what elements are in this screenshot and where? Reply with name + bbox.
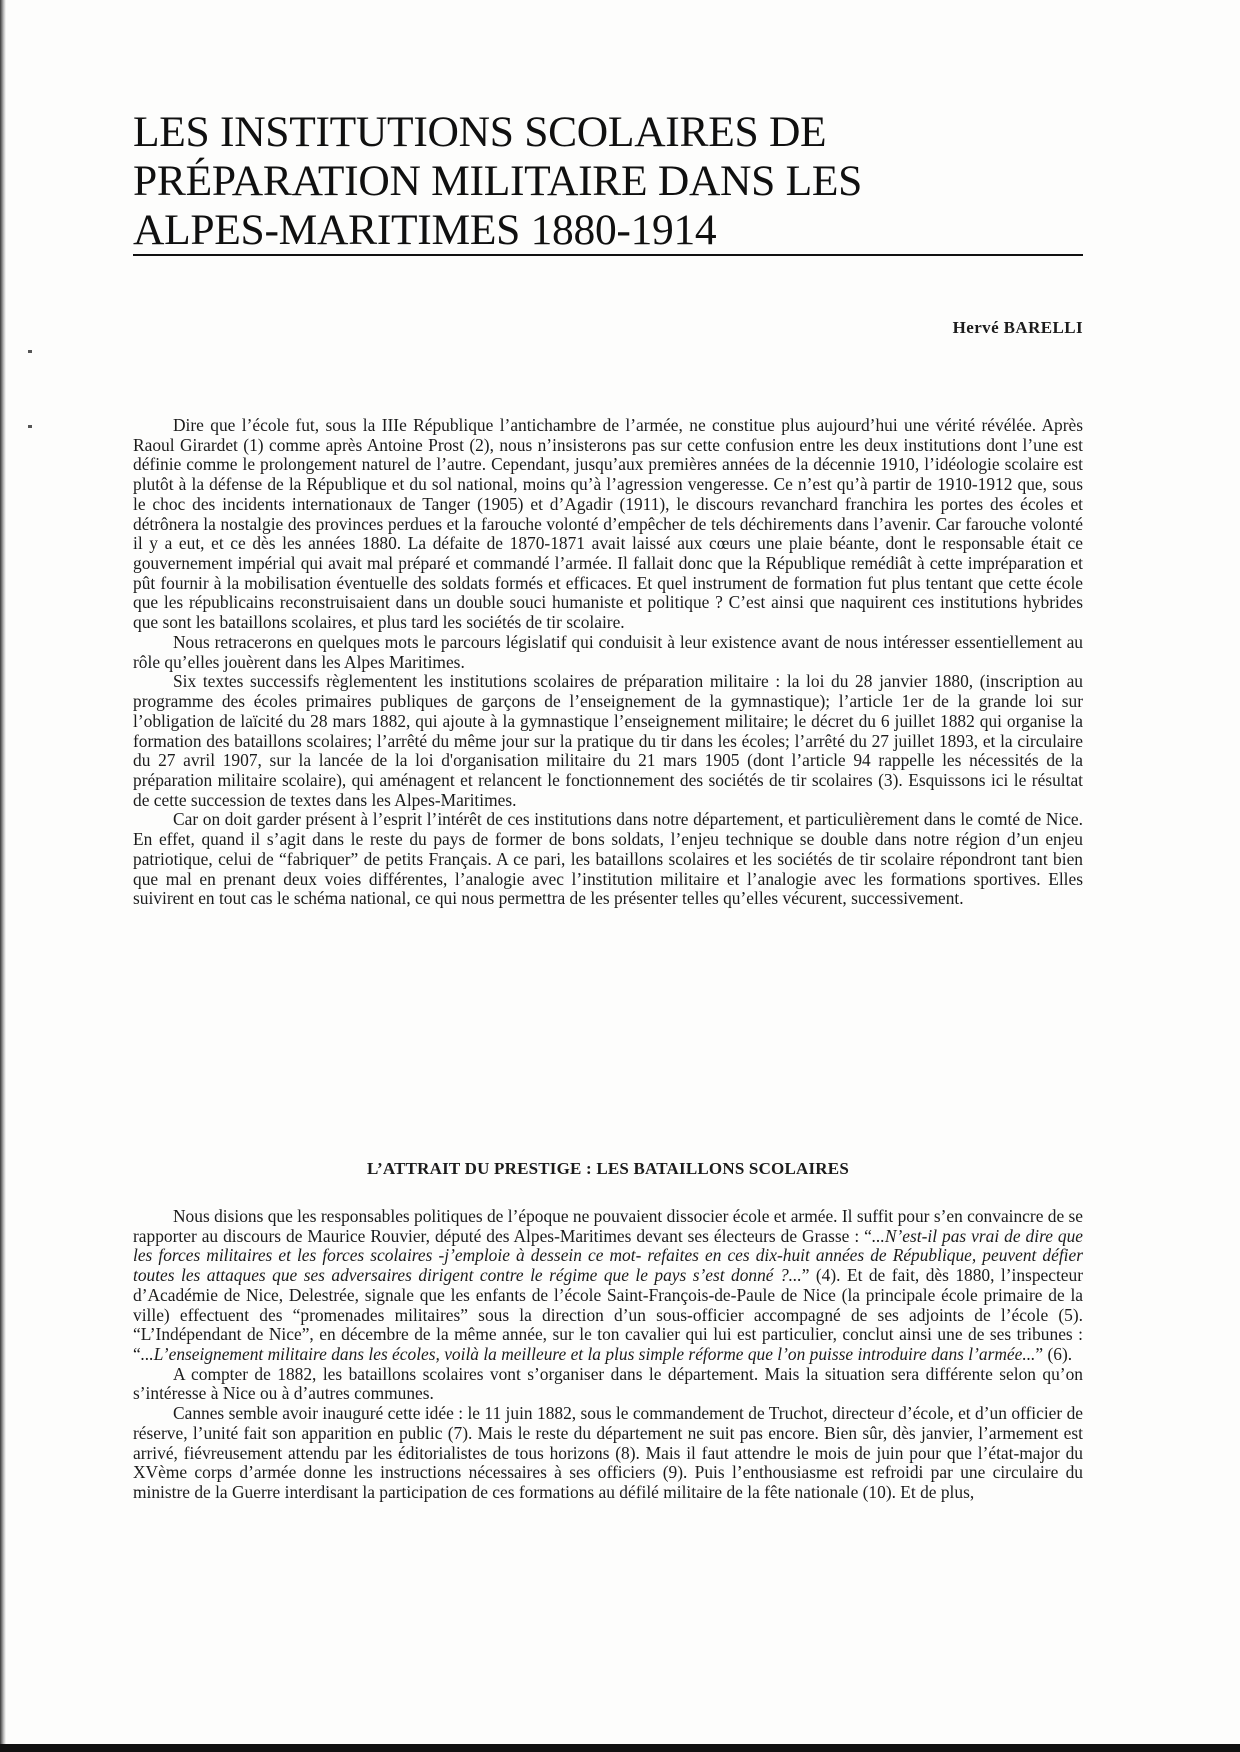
title-rule — [133, 254, 1083, 256]
title-line: PRÉPARATION MILITAIRE DANS LES — [133, 157, 863, 205]
scan-mark — [28, 350, 32, 353]
paragraph-text: Nous disions que les responsables politiques de l’époque ne pouvaient dissocier école et armée. Il suffit pour s’en convaincre de se rapporter au discours de Maurice Rouvier, député des Alpes-Maritimes devant ses électeurs de Grasse : “ — [133, 1206, 1084, 1246]
paragraph-text: Nous retracerons en quelques mots le parcours législatif qui conduisit à leur existence avant de nous intéresser essentiellement au rôle qu’elles jouèrent dans les Alpes Maritimes. — [133, 631, 1083, 672]
scan-mark — [28, 425, 32, 428]
paragraph — [133, 1207, 1083, 1365]
paragraph-text: Car on doit garder présent à l’esprit l’intérêt de ces institutions dans notre département, et particulièrement dans le comté de Nice. En effet, quand il s’agit dans le reste du pays de former de bons soldats, l’enjeu technique se double dans notre région d’un enjeu patriotique, celui de “fabriquer” de petits Français. A ce pari, les bataillons scolaires et les sociétés de tir scolaire répondront tant bien que mal en prenant deux voies différentes, l’analogie avec l’institution militaire et l’analogie avec les formations sportives. Elles suivirent en tout cas le schéma national, ce qui nous permettra de les présenter telles qu’elles vécurent, successivement. — [133, 809, 1083, 909]
author-name: Hervé BARELLI — [952, 318, 1083, 337]
paragraph-text: ” (6). — [1035, 1344, 1073, 1365]
section-heading: L’ATTRAIT DU PRESTIGE : LES BATAILLONS SCOLAIRES — [367, 1159, 849, 1178]
quotation-text: ...N’est-il pas vrai de dire que les forces militaires et les forces scolaires -j’emploie à dessein ce mot- refaites en ces dix-huit années de République, peuvent défier toutes les attaques que ses adversaires dirigent contre le régime que le pays s’est donné ?... — [133, 1225, 1083, 1286]
section-text — [133, 1207, 1083, 1503]
paragraph-text: Cannes semble avoir inauguré cette idée : le 11 juin 1882, sous le commandement de Truchot, directeur d’école, et d’un officier de réserve, l’unité fait son apparition en public (7). Mais le reste du département ne suit pas encore. Bien sûr, dès janvier, l’armement est arrivé, fiévreusement attendu par les éditorialistes de tous horizons (8). Mais il faut attendre le mois de juin pour que l’état-major du XVème corps d’armée donne les instructions nécessaires à ses officiers (9). Puis l’enthousiasme est refroidi par une circulaire du ministre de la Guerre interdisant la participation de ces formations au défilé militaire de la fête nationale (10). Et de plus, — [133, 1403, 1083, 1503]
paragraph — [133, 1404, 1083, 1503]
paragraph-text: A compter de 1882, les bataillons scolaires vont s’organiser dans le département. Mais la situation sera différente selon qu’on s’intéresse à Nice ou à d’autres communes. — [133, 1363, 1083, 1404]
paragraph — [133, 633, 1083, 672]
paragraph — [133, 1365, 1083, 1404]
intro-text — [133, 416, 1083, 909]
page-bottom-edge — [0, 1744, 1240, 1752]
paragraph-text: Dire que l’école fut, sous la IIIe République l’antichambre de l’armée, ne constitue plus aujourd’hui une vérité révélée. Après Raoul Girardet (1) comme après Antoine Prost (2), nous n’insisterons pas sur cette confusion entre les deux institutions dont l’une est définie comme le prolongement naturel de l’autre. Cependant, jusqu’aux premières années de la décennie 1910, l’idéologie scolaire est plutôt à la défense de la République et du sol national, moins qu’à l’agression vengeresse. Ce n’est qu’à partir de 1910-1912 que, sous le choc des incidents internationaux de Tanger (1905) et d’Agadir (1911), le discours revanchard franchira les portes des écoles et détrônera la nostalgie des provinces perdues et la farouche volonté d’empêcher de tels déchirements dans l’avenir. Car farouche volonté il y a eut, et ce dès les années 1880. La défaite de 1870-1871 avait laissé aux cœurs une plaie béante, dont le responsable était ce gouvernement impérial qui avait mal préparé et commandé l’armée. Il fallait donc que la République remédiât à cette impréparation et pût fournir à la mobilisation éventuelle des soldats formés et efficaces. Et quel instrument de formation fut plus tentant que cette école que les républicains reconstruisaient dans un double souci humaniste et politique ? C’est ainsi que naquirent ces institutions hybrides que sont les bataillons scolaires, et plus tard les sociétés de tir scolaire. — [133, 415, 1083, 633]
paragraph — [133, 416, 1083, 633]
paragraph-text: Six textes successifs règlementent les institutions scolaires de préparation militaire : la loi du 28 janvier 1880, (inscription au programme des écoles primaires publiques de garçons de l’enseignement de la gymnastique); l’article 1er de la grande loi sur l’obligation de laïcité du 28 mars 1882, qui ajoute à la gymnastique l’enseignement militaire; le décret du 6 juillet 1882 qui organise la formation des bataillons scolaires; l’arrêté du même jour sur la pratique du tir dans les écoles; l’arrêté du 27 juillet 1893, et la circulaire du 27 avril 1907, sur la lancée de la loi d'organisation militaire du 21 mars 1905 (dont l’article 94 rappelle les nécessités de la préparation militaire scolaire), qui aménagent et relancent le fonctionnement des sociétés de tir scolaires (3). Esquissons ici le résultat de cette succession de textes dans les Alpes-Maritimes. — [133, 671, 1083, 810]
title-line: ALPES-MARITIMES 1880-1914 — [133, 206, 717, 254]
paragraph — [133, 672, 1083, 810]
paragraph-text: ” (4). Et de fait, dès 1880, l’inspecteur d’Académie de Nice, Delestrée, signale que les enfants de l’école Saint-François-de-Paule de Nice (la principale école primaire de la ville) effectuent des “promenades militaires” sous la direction d’un sous-officier accompagné de ses adjoints de l’école (5). “L’Indépendant de Nice”, en décembre de la même année, sur le ton cavalier qui lui est particulier, conclut ainsi une de ses tribunes : “ — [133, 1265, 1083, 1365]
quotation-text: ...L’enseignement militaire dans les écoles, voilà la meilleure et la plus simple réforme que l’on puisse introduire dans l’armée... — [140, 1344, 1036, 1365]
title-line: LES INSTITUTIONS SCOLAIRES DE — [133, 108, 827, 156]
page-binding-edge — [0, 0, 6, 1752]
article-title — [133, 108, 1083, 255]
paragraph — [133, 810, 1083, 909]
